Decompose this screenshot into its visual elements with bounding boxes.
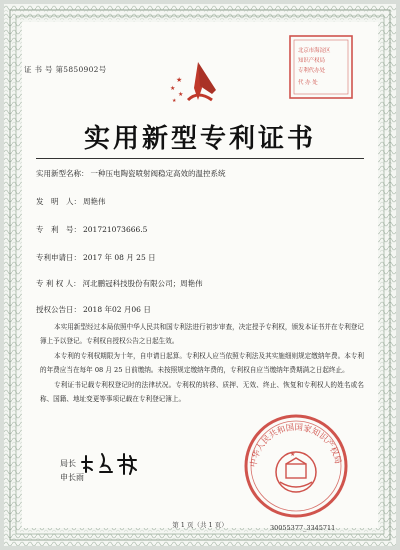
field-grant-date	[36, 304, 151, 315]
field-label: 专 利 权 人：	[36, 279, 81, 288]
field-value: 201721073666.5	[83, 225, 148, 234]
handwritten-signature	[80, 448, 154, 478]
certificate-body	[40, 320, 364, 406]
svg-text:中华人民共和国国家知识产权局: 中华人民共和国国家知识产权局	[247, 421, 344, 468]
body-paragraph: 专利证书记载专利权登记时的法律状况。专利权的转移、质押、无效、终止、恢复和专利权人的姓名或名称、国籍、地址变更等事项记载在专利登记簿上。	[40, 380, 364, 404]
svg-text:★: ★	[170, 85, 176, 92]
field-patent-number	[36, 224, 147, 235]
stars-flag-emblem	[168, 60, 228, 108]
field-value: 周艳伟	[83, 197, 106, 206]
field-application-date	[36, 252, 156, 263]
body-paragraph: 本专利的专利权期限为十年，自申请日起算。专利权人应当依照专利法及其实施细则规定缴纳年费。本专利的年费应当在每年 08 月 25 日前缴纳。未按照规定缴纳年费的，专利权自应当缴纳年费期满之日起终止。	[40, 351, 364, 375]
svg-text:★: ★	[176, 76, 183, 84]
title-divider	[36, 158, 364, 159]
field-inventor	[36, 196, 106, 207]
field-label: 发 明 人：	[36, 197, 81, 206]
certificate-number: 证 书 号 第5850902号	[24, 65, 107, 74]
svg-text:专利代办处: 专利代办处	[298, 68, 325, 74]
page-title: 实用新型专利证书	[83, 124, 316, 154]
svg-text:知识产权局: 知识产权局	[298, 58, 325, 64]
field-patentee	[36, 278, 203, 289]
svg-text:代 办 处: 代 办 处	[298, 80, 318, 86]
field-utility-model-name	[36, 168, 226, 179]
agency-stamp	[286, 32, 356, 102]
field-value: 2018 年02 月06 日	[83, 305, 151, 314]
field-label: 授权公告日：	[36, 305, 81, 314]
page-footer: 第 1 页（共 1 页）	[172, 521, 228, 529]
field-value: 一种压电陶瓷喷射阀稳定高效的温控系统	[90, 169, 226, 178]
svg-text:★: ★	[178, 91, 184, 98]
director-name-label: 申长雨	[60, 473, 84, 482]
serial-number: 30055377_3345711	[270, 524, 336, 532]
svg-text:北京市海淀区: 北京市海淀区	[298, 48, 331, 54]
field-label: 实用新型名称：	[36, 169, 89, 178]
field-value: 2017 年 08 月 25 日	[83, 253, 156, 262]
svg-text:★: ★	[290, 451, 296, 458]
field-label: 专利申请日：	[36, 253, 81, 262]
svg-text:★: ★	[172, 98, 177, 104]
field-label: 专 利 号：	[36, 225, 81, 234]
director-title-label: 局长	[60, 459, 76, 468]
field-value: 河北鹏冠科技股份有限公司；周艳伟	[82, 279, 203, 288]
official-seal	[240, 410, 352, 522]
body-paragraph: 本实用新型经过本局依照中华人民共和国专利法进行初步审查，决定授予专利权，颁发本证书并在专利登记簿上予以登记。专利权自授权公告之日起生效。	[40, 323, 364, 346]
